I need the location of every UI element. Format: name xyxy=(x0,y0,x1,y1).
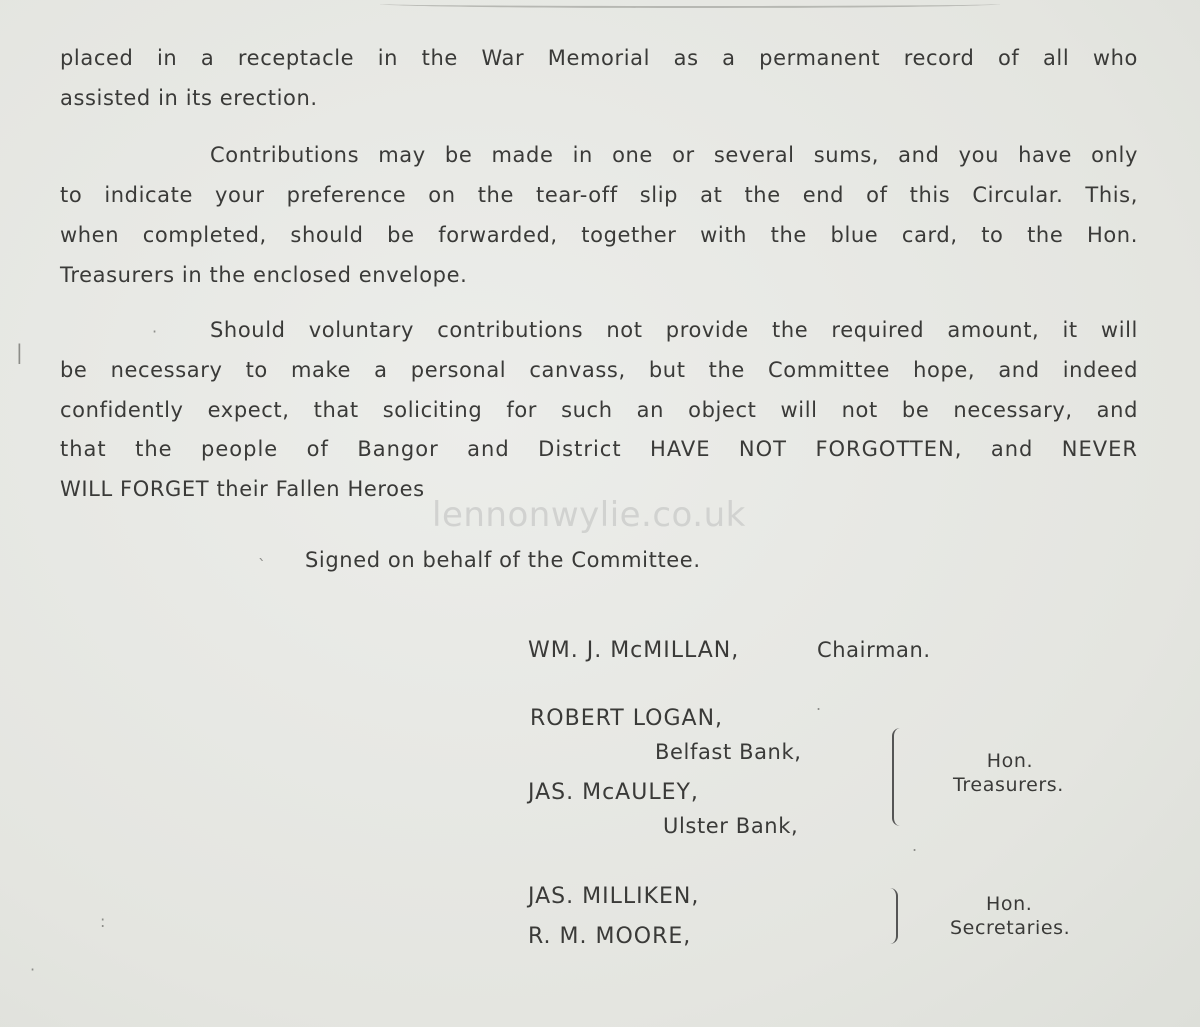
watermark: lennonwylie.co.uk xyxy=(432,495,746,535)
treasurers-brace xyxy=(892,728,904,826)
scan-speck: · xyxy=(30,960,36,979)
para3-line-4: that the people of Bangor and District HAVE NOT FORGOTTEN, and NEVER xyxy=(60,437,1138,461)
secretary2-name: R. M. MOORE, xyxy=(528,924,692,949)
page-top-edge xyxy=(380,0,1000,8)
para3-line-3: confidently expect, that soliciting for such an object will not be necessary, and xyxy=(60,398,1138,422)
para2-line-2: to indicate your preference on the tear-off slip at the end of this Circular. This, xyxy=(60,183,1138,207)
secretary1-name: JAS. MILLIKEN, xyxy=(528,884,700,909)
para3-line-2: be necessary to make a personal canvass, but the Committee hope, and indeed xyxy=(60,358,1138,382)
treasurers-role-line-2: Treasurers. xyxy=(953,774,1064,796)
para2-line-1: Contributions may be made in one or several sums, and you have only xyxy=(210,143,1138,167)
para1-line-1: placed in a receptacle in the War Memorial as a permanent record of all who xyxy=(60,46,1138,70)
chairman-name: WM. J. McMILLAN, xyxy=(528,638,740,663)
treasurer2-bank: Ulster Bank, xyxy=(663,814,799,838)
secretaries-role-line-2: Secretaries. xyxy=(950,917,1071,939)
scan-speck: . xyxy=(912,836,918,855)
treasurer1-bank: Belfast Bank, xyxy=(655,740,802,764)
scan-speck: . xyxy=(816,695,822,714)
scan-speck: ` xyxy=(258,556,266,575)
stray-dot-mark: · xyxy=(152,322,158,341)
para3-line-1: Should voluntary contributions not provide the required amount, it will xyxy=(210,318,1138,342)
scan-speck: | xyxy=(16,340,23,364)
scan-speck: : xyxy=(100,912,106,931)
secretaries-role-line-1: Hon. xyxy=(986,893,1033,915)
para2-line-3: when completed, should be forwarded, together with the blue card, to the Hon. xyxy=(60,223,1138,247)
para3-line-5: WILL FORGET their Fallen Heroes xyxy=(60,477,425,501)
para2-line-4: Treasurers in the enclosed envelope. xyxy=(60,263,468,287)
treasurers-role-line-1: Hon. xyxy=(986,750,1034,772)
treasurer1-name: ROBERT LOGAN, xyxy=(530,706,724,731)
signed-line: Signed on behalf of the Committee. xyxy=(305,548,701,572)
para1-line-2: assisted in its erection. xyxy=(60,86,318,110)
treasurer2-name: JAS. McAULEY, xyxy=(528,780,699,805)
secretaries-brace xyxy=(888,888,898,944)
chairman-role: Chairman. xyxy=(817,638,931,662)
